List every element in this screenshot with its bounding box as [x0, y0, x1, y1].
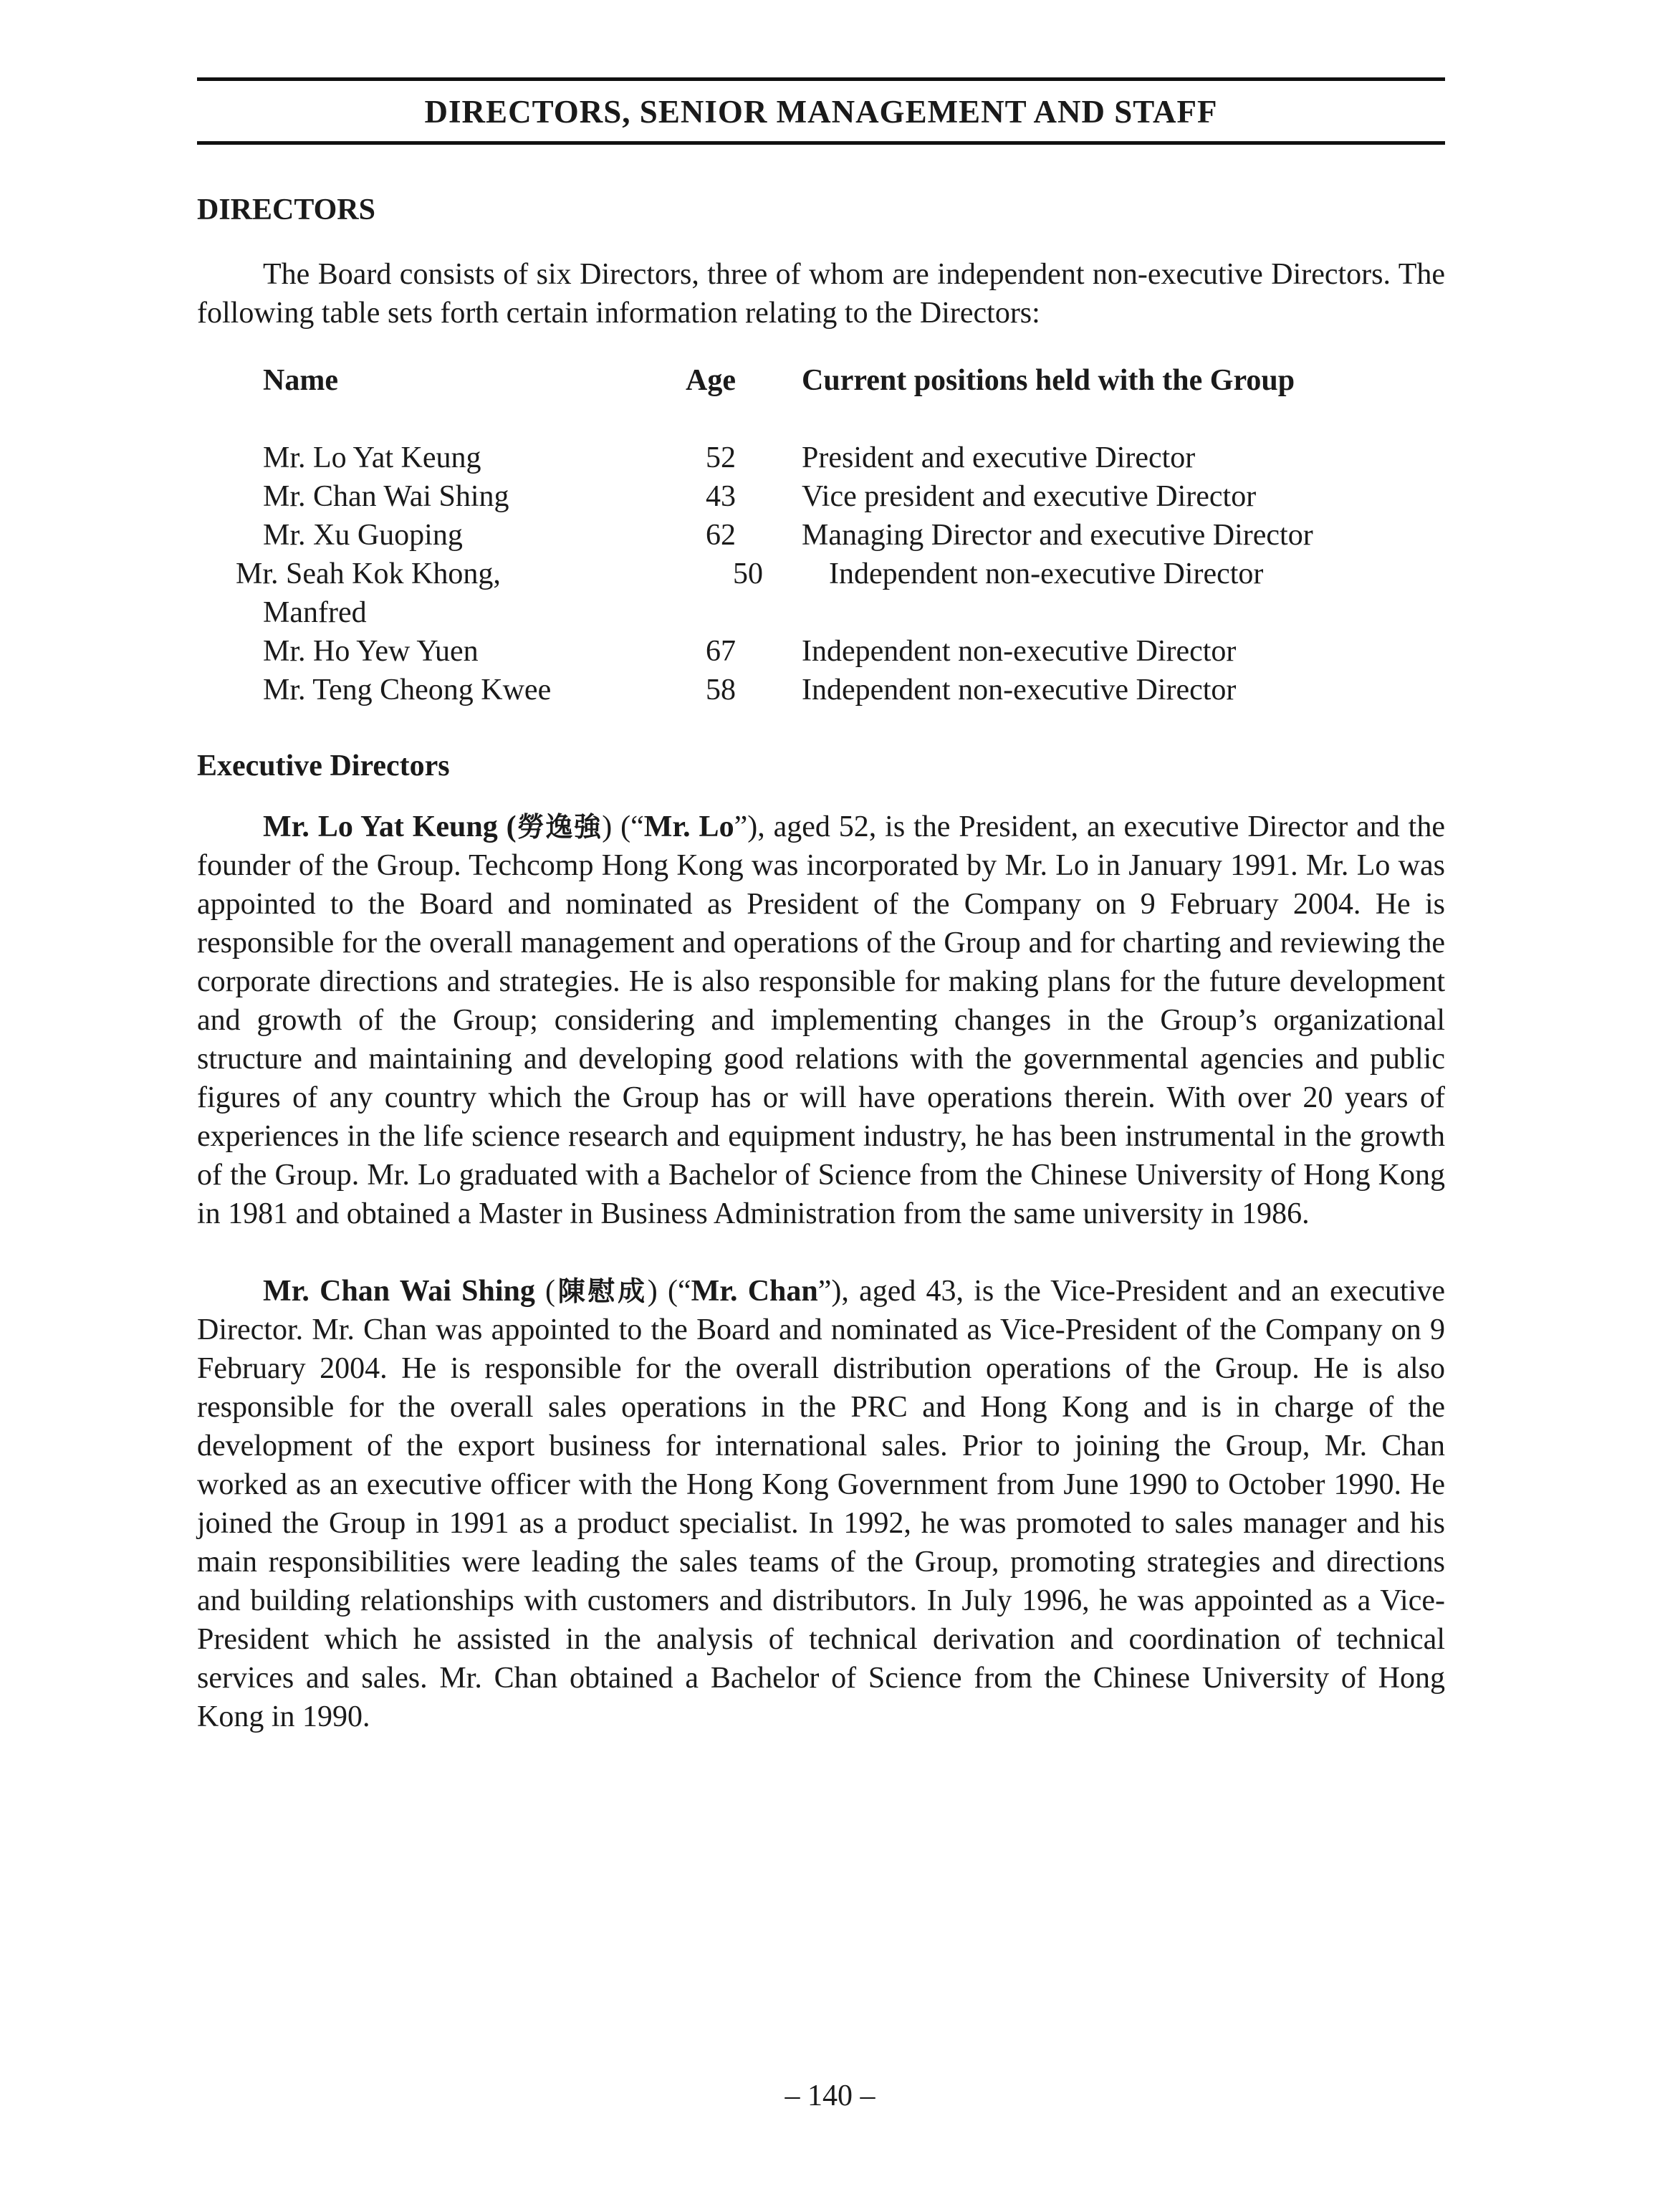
- executive-directors-heading: Executive Directors: [197, 750, 450, 783]
- bio-name: Mr. Chan Wai Shing: [263, 1274, 535, 1308]
- page-number: – 140 –: [785, 2079, 875, 2112]
- director-age: 58: [706, 674, 736, 707]
- table-row: [236, 555, 1445, 632]
- column-header-position: Current positions held with the Group: [802, 364, 1295, 398]
- bio-body: ”), aged 52, is the President, an executive Director and the founder of the Group. Techcomp Hong Kong was incorporated by Mr. Lo in January 1991. Mr. Lo was appointed to the Board and nominated as President of the Company on 9 February 2004. He is responsible for the overall management and operations of the Group and for charting and reviewing the corporate directions and strategies. He is also responsible for making plans for the future development and growth of the Group; considering and implementing changes in the Group’s organizational structure and maintaining and developing good relations with the governmental agencies and public figures of any country which the Group has or will have operations therein. With over 20 years of experiences in the life science research and equipment industry, he has been instrumental in the growth of the Group. Mr. Lo graduated with a Bachelor of Science from the Chinese University of Hong Kong in 1981 and obtained a Master in Business Administration from the same university in 1986.: [197, 810, 1445, 1230]
- director-position: Independent non-executive Director: [829, 557, 1264, 591]
- director-age: 67: [706, 635, 736, 669]
- table-row: [263, 516, 1445, 555]
- bio-paragraph-chan: Mr. Chan Wai Shing (陳慰成) (“Mr. Chan”), aged 43, is the Vice-President and an executive Director. Mr. Chan was appointed to the Board and nominated as Vice-President of the Company on 9 February 2004. He is responsible for the overall distribution operations of the Group. He is also responsible for the overall sales operations in the PRC and Hong Kong and is in charge of the development of the export business for international sales. Prior to joining the Group, Mr. Chan worked as an executive officer with the Hong Kong Government from June 1990 to October 1990. He joined the Group in 1991 as a product specialist. In 1992, he was promoted to sales manager and his main responsibilities were leading the sales teams of the Group, promoting strategies and directions and building relationships with customers and distributors. In July 1996, he was appointed as a Vice-President which he assisted in the analysis of technical derivation and coordination of technical services and sales. Mr. Chan obtained a Bachelor of Science from the Chinese University of Hong Kong in 1990.: [197, 1274, 1445, 1733]
- director-position: Vice president and executive Director: [802, 480, 1257, 514]
- table-row: [263, 477, 1445, 516]
- page: [197, 77, 1445, 1775]
- bio-body: ”), aged 43, is the Vice-President and an executive Director. Mr. Chan was appointed to the Board and nominated as Vice-President of the Company on 9 February 2004. He is responsible for the overall distribution operations of the Group. He is also responsible for the overall sales operations in the PRC and Hong Kong and is in charge of the development of the export business for international sales. Prior to joining the Group, Mr. Chan worked as an executive officer with the Hong Kong Government from June 1990 to October 1990. He joined the Group in 1991 as a product specialist. In 1992, he was promoted to sales manager and his main responsibilities were leading the sales teams of the Group, promoting strategies and directions and building relationships with customers and distributors. In July 1996, he was appointed as a Vice-President which he assisted in the analysis of technical derivation and coordination of technical services and sales. Mr. Chan obtained a Bachelor of Science from the Chinese University of Hong Kong in 1990.: [197, 1274, 1445, 1733]
- bio-connector: ) (“: [647, 1274, 691, 1308]
- director-name-text: Mr. Seah Kok Khong, Manfred: [236, 557, 501, 630]
- director-position: Managing Director and executive Director: [802, 519, 1313, 552]
- director-age: 52: [706, 441, 736, 475]
- director-name: Mr. Teng Cheong Kwee: [263, 674, 552, 707]
- director-age: 62: [706, 519, 736, 552]
- director-name: Mr. Xu Guoping: [263, 519, 463, 552]
- page-header-title: DIRECTORS, SENIOR MANAGEMENT AND STAFF: [424, 94, 1218, 130]
- table-row: [263, 671, 1445, 709]
- director-name: Mr. Ho Yew Yuen: [263, 635, 479, 669]
- header-bottom-rule: [197, 141, 1445, 145]
- bio-chinese-name: 勞逸強: [516, 810, 603, 843]
- director-age: 50: [733, 557, 763, 591]
- bio-chinese-name: 陳慰成: [555, 1275, 648, 1307]
- table-header-row: [263, 361, 1445, 400]
- column-header-name: Name: [263, 364, 338, 398]
- bio-short-name: Mr. Chan: [691, 1274, 818, 1308]
- bio-connector: ) (“: [602, 810, 644, 843]
- bio-paragraph-lo: [197, 808, 1445, 1233]
- directors-table: [236, 361, 1445, 709]
- table-row: [263, 632, 1445, 671]
- column-header-age: Age: [686, 364, 736, 398]
- director-name: Mr. Chan Wai Shing: [263, 480, 509, 514]
- bio-name: Mr. Lo Yat Keung (: [263, 810, 517, 843]
- director-name: Mr. Lo Yat Keung: [263, 441, 481, 475]
- directors-heading: DIRECTORS: [197, 193, 375, 226]
- table-row: [263, 439, 1445, 477]
- director-position: President and executive Director: [802, 441, 1196, 475]
- director-position: Independent non-executive Director: [802, 635, 1237, 669]
- director-position: Independent non-executive Director: [802, 674, 1237, 707]
- bio-short-name: Mr. Lo: [643, 810, 734, 843]
- director-age: 43: [706, 480, 736, 514]
- directors-intro: The Board consists of six Directors, three of whom are independent non-executive Directors. The following table sets forth certain information relating to the Directors:: [197, 258, 1445, 330]
- director-name: [236, 555, 706, 632]
